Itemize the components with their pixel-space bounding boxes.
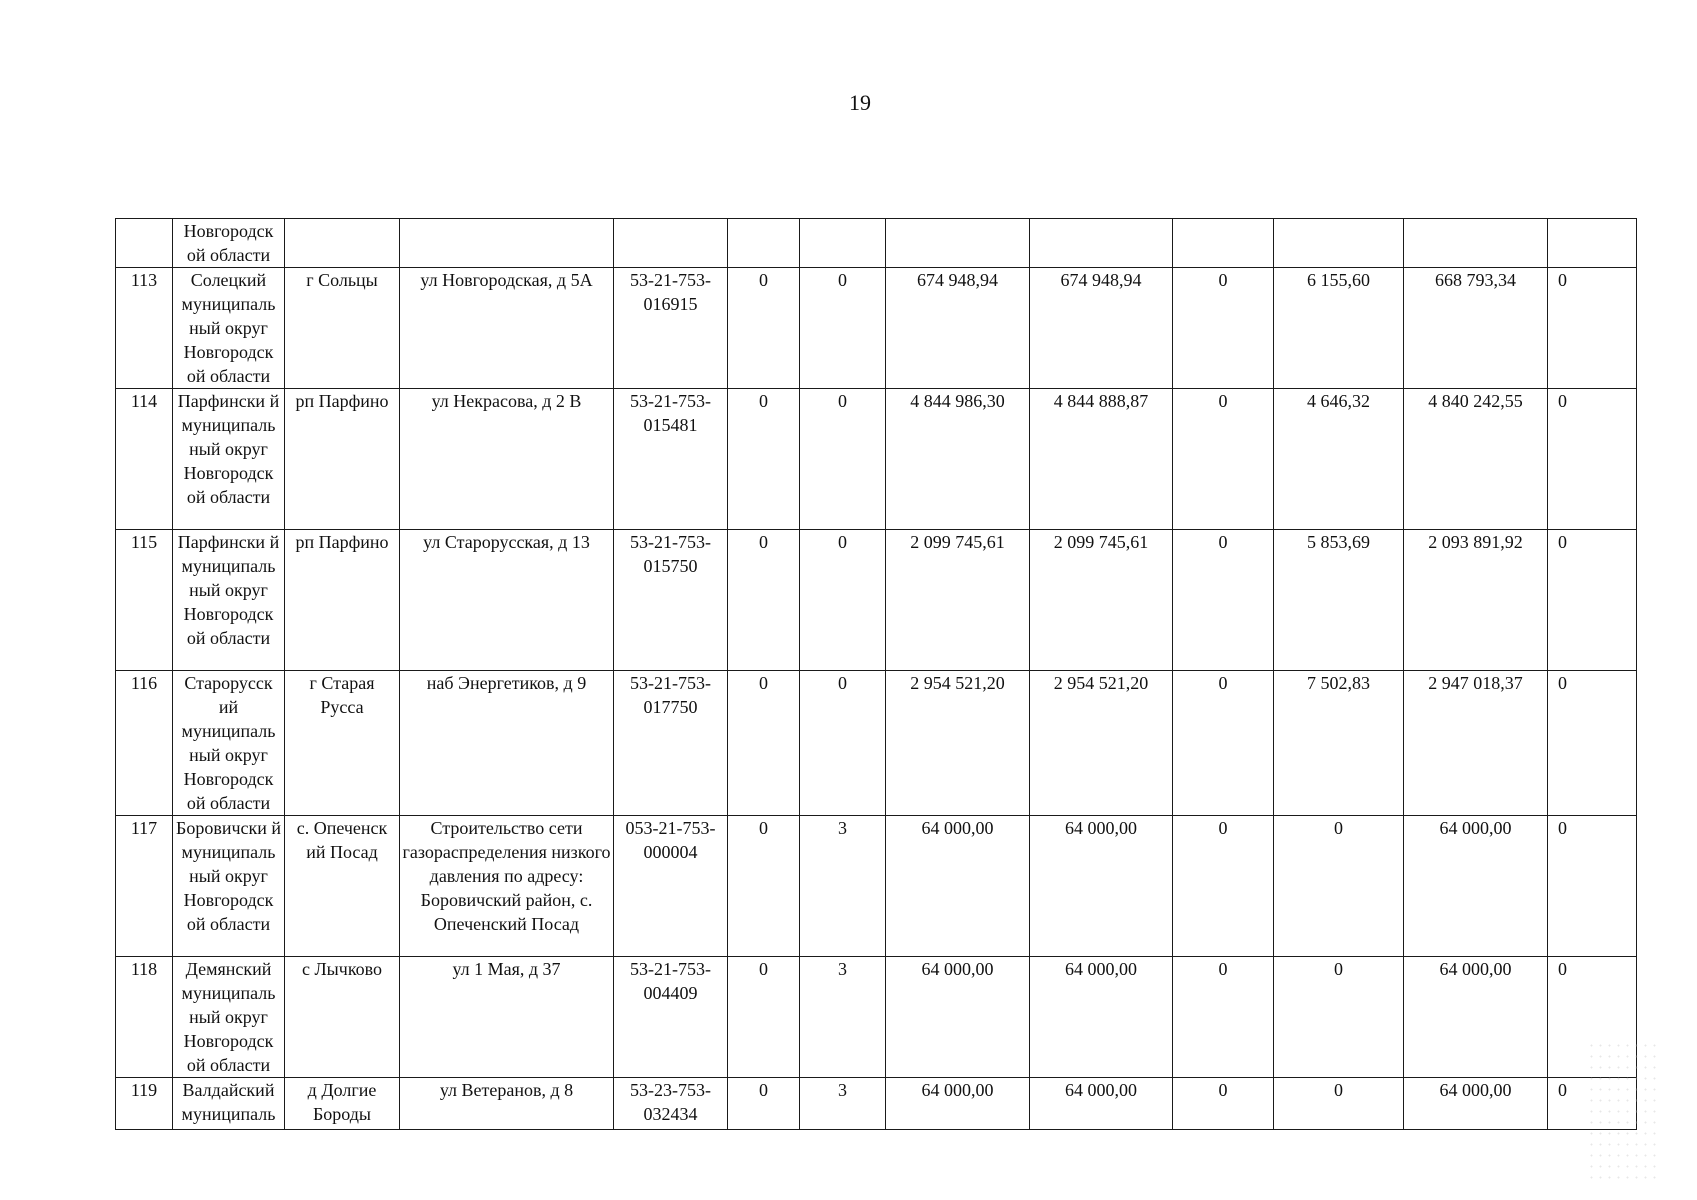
cell-number: 117 bbox=[116, 816, 173, 957]
cell-value-6: 0 bbox=[800, 530, 886, 671]
cell-address: ул Старорусская, д 13 bbox=[400, 530, 614, 671]
cell-code: 53-21-753-017750 bbox=[614, 671, 728, 816]
cell-value-12: 0 bbox=[1548, 389, 1637, 530]
cell-value-11: 2 093 891,92 bbox=[1404, 530, 1548, 671]
cell-value-11: 64 000,00 bbox=[1404, 1078, 1548, 1130]
cell-code bbox=[614, 219, 728, 268]
cell-value-8: 2 954 521,20 bbox=[1030, 671, 1173, 816]
cell-value-5: 0 bbox=[728, 957, 800, 1078]
cell-number bbox=[116, 219, 173, 268]
cell-number: 113 bbox=[116, 268, 173, 389]
cell-value-10: 0 bbox=[1274, 1078, 1404, 1130]
cell-value-10: 6 155,60 bbox=[1274, 268, 1404, 389]
cell-value-8: 64 000,00 bbox=[1030, 1078, 1173, 1130]
cell-district: Боровичски й муниципаль ный округ Новгородск ой области bbox=[173, 816, 285, 957]
cell-value-7: 64 000,00 bbox=[886, 816, 1030, 957]
cell-address bbox=[400, 219, 614, 268]
data-table bbox=[115, 218, 1637, 1130]
cell-value-11 bbox=[1404, 219, 1548, 268]
scan-noise bbox=[1587, 1040, 1657, 1180]
cell-district: Парфински й муниципаль ный округ Новгородск ой области bbox=[173, 530, 285, 671]
cell-settlement: с. Опеченск ий Посад bbox=[285, 816, 400, 957]
cell-settlement: рп Парфино bbox=[285, 389, 400, 530]
cell-number: 118 bbox=[116, 957, 173, 1078]
cell-value-12: 0 bbox=[1548, 671, 1637, 816]
cell-value-9: 0 bbox=[1173, 530, 1274, 671]
cell-value-9: 0 bbox=[1173, 389, 1274, 530]
cell-value-9: 0 bbox=[1173, 671, 1274, 816]
cell-value-6: 0 bbox=[800, 389, 886, 530]
cell-code: 53-21-753-015481 bbox=[614, 389, 728, 530]
cell-address: ул Ветеранов, д 8 bbox=[400, 1078, 614, 1130]
cell-address: ул Некрасова, д 2 В bbox=[400, 389, 614, 530]
table-row bbox=[116, 530, 1637, 671]
cell-settlement: г Сольцы bbox=[285, 268, 400, 389]
cell-address: ул Новгородская, д 5А bbox=[400, 268, 614, 389]
cell-district: Новгородск ой области bbox=[173, 219, 285, 268]
cell-value-11: 64 000,00 bbox=[1404, 816, 1548, 957]
cell-value-7: 674 948,94 bbox=[886, 268, 1030, 389]
cell-value-11: 64 000,00 bbox=[1404, 957, 1548, 1078]
cell-value-12: 0 bbox=[1548, 530, 1637, 671]
cell-value-6: 0 bbox=[800, 671, 886, 816]
cell-value-6 bbox=[800, 219, 886, 268]
cell-value-12: 0 bbox=[1548, 957, 1637, 1078]
cell-value-10: 7 502,83 bbox=[1274, 671, 1404, 816]
cell-value-9: 0 bbox=[1173, 1078, 1274, 1130]
cell-address: Строительство сети газораспределения низкого давления по адресу: Боровичский район, с. Опеченский Посад bbox=[400, 816, 614, 957]
cell-value-8: 64 000,00 bbox=[1030, 816, 1173, 957]
cell-number: 115 bbox=[116, 530, 173, 671]
cell-settlement bbox=[285, 219, 400, 268]
cell-value-8: 64 000,00 bbox=[1030, 957, 1173, 1078]
cell-district: Демянский муниципаль ный округ Новгородск ой области bbox=[173, 957, 285, 1078]
cell-code: 53-21-753-004409 bbox=[614, 957, 728, 1078]
cell-value-12: 0 bbox=[1548, 268, 1637, 389]
cell-value-10 bbox=[1274, 219, 1404, 268]
cell-value-9: 0 bbox=[1173, 957, 1274, 1078]
cell-number: 114 bbox=[116, 389, 173, 530]
page-number: 19 bbox=[849, 90, 871, 115]
cell-district: Парфински й муниципаль ный округ Новгородск ой области bbox=[173, 389, 285, 530]
cell-district: Старорусск ий муниципаль ный округ Новгородск ой области bbox=[173, 671, 285, 816]
cell-value-5: 0 bbox=[728, 530, 800, 671]
cell-value-5: 0 bbox=[728, 671, 800, 816]
cell-code: 053-21-753-000004 bbox=[614, 816, 728, 957]
cell-value-9: 0 bbox=[1173, 268, 1274, 389]
cell-value-6: 0 bbox=[800, 268, 886, 389]
cell-value-8: 2 099 745,61 bbox=[1030, 530, 1173, 671]
cell-code: 53-21-753-015750 bbox=[614, 530, 728, 671]
table-row bbox=[116, 957, 1637, 1078]
cell-value-6: 3 bbox=[800, 957, 886, 1078]
cell-value-12: 0 bbox=[1548, 1078, 1637, 1130]
table-row bbox=[116, 268, 1637, 389]
cell-value-7: 2 099 745,61 bbox=[886, 530, 1030, 671]
cell-value-10: 0 bbox=[1274, 957, 1404, 1078]
table-row bbox=[116, 816, 1637, 957]
cell-value-11: 668 793,34 bbox=[1404, 268, 1548, 389]
cell-value-7: 64 000,00 bbox=[886, 1078, 1030, 1130]
cell-value-5: 0 bbox=[728, 268, 800, 389]
cell-settlement: д Долгие Бороды bbox=[285, 1078, 400, 1130]
cell-value-8 bbox=[1030, 219, 1173, 268]
cell-value-12: 0 bbox=[1548, 816, 1637, 957]
cell-value-5: 0 bbox=[728, 816, 800, 957]
cell-code: 53-21-753-016915 bbox=[614, 268, 728, 389]
cell-settlement: г Старая Русса bbox=[285, 671, 400, 816]
table-body bbox=[116, 219, 1637, 1130]
cell-value-8: 4 844 888,87 bbox=[1030, 389, 1173, 530]
cell-value-11: 4 840 242,55 bbox=[1404, 389, 1548, 530]
cell-number: 119 bbox=[116, 1078, 173, 1130]
cell-value-10: 0 bbox=[1274, 816, 1404, 957]
cell-value-7: 4 844 986,30 bbox=[886, 389, 1030, 530]
cell-value-6: 3 bbox=[800, 816, 886, 957]
cell-address: ул 1 Мая, д 37 bbox=[400, 957, 614, 1078]
cell-value-8: 674 948,94 bbox=[1030, 268, 1173, 389]
cell-district: Валдайский муниципаль bbox=[173, 1078, 285, 1130]
table-row bbox=[116, 1078, 1637, 1130]
cell-value-7: 2 954 521,20 bbox=[886, 671, 1030, 816]
cell-address: наб Энергетиков, д 9 bbox=[400, 671, 614, 816]
cell-value-11: 2 947 018,37 bbox=[1404, 671, 1548, 816]
table-row bbox=[116, 389, 1637, 530]
table-row bbox=[116, 671, 1637, 816]
cell-value-7: 64 000,00 bbox=[886, 957, 1030, 1078]
cell-number: 116 bbox=[116, 671, 173, 816]
cell-value-7 bbox=[886, 219, 1030, 268]
cell-value-9: 0 bbox=[1173, 816, 1274, 957]
cell-code: 53-23-753-032434 bbox=[614, 1078, 728, 1130]
cell-value-12 bbox=[1548, 219, 1637, 268]
cell-value-6: 3 bbox=[800, 1078, 886, 1130]
cell-district: Солецкий муниципаль ный округ Новгородск ой области bbox=[173, 268, 285, 389]
cell-value-10: 5 853,69 bbox=[1274, 530, 1404, 671]
cell-value-5: 0 bbox=[728, 389, 800, 530]
table-row-continued bbox=[116, 219, 1637, 268]
cell-value-9 bbox=[1173, 219, 1274, 268]
cell-value-5: 0 bbox=[728, 1078, 800, 1130]
cell-value-10: 4 646,32 bbox=[1274, 389, 1404, 530]
cell-settlement: рп Парфино bbox=[285, 530, 400, 671]
cell-value-5 bbox=[728, 219, 800, 268]
cell-settlement: с Лычково bbox=[285, 957, 400, 1078]
